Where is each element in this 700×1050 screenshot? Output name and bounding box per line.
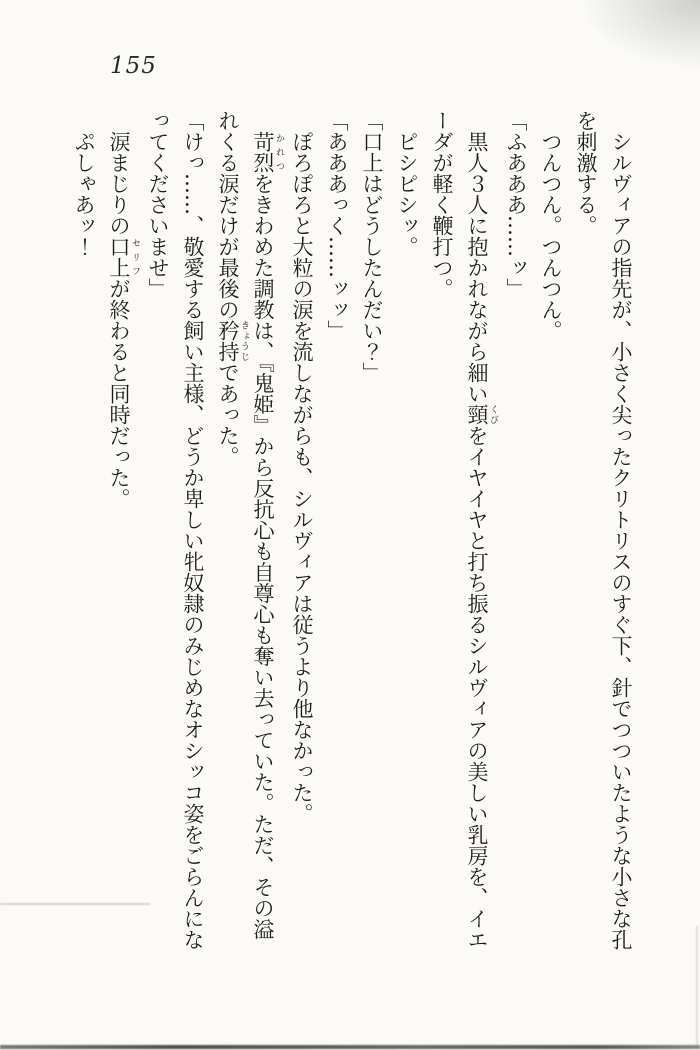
page-number: 155 bbox=[110, 53, 157, 79]
paragraph: 「あああっく……ッッ」 bbox=[325, 110, 349, 341]
paragraph: ぷしゃあッ！ bbox=[72, 131, 96, 257]
ruby-annotated-word: 苛烈 かれつ bbox=[251, 131, 284, 173]
furigana: きょうじ bbox=[239, 320, 249, 362]
paragraph: シルヴィアの指先が、小さく尖ったクリトリスのすぐ下、針でつついたような小さな孔を刺激する。 bbox=[574, 110, 633, 950]
scan-corner-shade bbox=[580, 0, 700, 70]
scan-artifact-bottom-edge bbox=[0, 1045, 700, 1049]
furigana: くび bbox=[488, 404, 498, 425]
vertical-text-block bbox=[60, 110, 638, 952]
paragraph: 「口上はどうしたんだい？」 bbox=[360, 110, 384, 383]
paragraph: 苛烈 かれつをきわめた調教は、『鬼姫』から反抗心も自尊心も奪い去っていた。ただ、その溢れくる涙だけが最後の矜持 きょうじであった。 bbox=[216, 110, 284, 940]
furigana: セリフ bbox=[130, 236, 140, 278]
scan-artifact-right bbox=[696, 926, 698, 1046]
paragraph: 「ふあああ……ッ」 bbox=[504, 110, 528, 299]
ruby-annotated-word: 口上 セリフ bbox=[107, 236, 140, 278]
paragraph: ピシピシッ。 bbox=[395, 131, 419, 257]
paragraph: つんつん。つんつん。 bbox=[539, 131, 563, 341]
paragraph: 黒人３人に抱かれながら細い頸 くびをイヤイヤと打ち振るシルヴィアの美しい乳房を、イエーダが軽く鞭打つ。 bbox=[430, 110, 498, 950]
paragraph: 「けっ……、敬愛する飼い主様、どうか卑しい牝奴隷のみじめなオシッコ姿をごらんになってくださいませ」 bbox=[146, 110, 205, 950]
paragraph: ぽろぽろと大粒の涙を流しながらも、シルヴィアは従うより他なかった。 bbox=[290, 131, 314, 824]
ruby-annotated-word: 矜持 きょうじ bbox=[216, 320, 249, 362]
furigana: かれつ bbox=[274, 131, 284, 173]
ruby-annotated-word: 頸 くび bbox=[465, 404, 498, 425]
paragraph: 涙まじりの口上 セリフが終わると同時だった。 bbox=[107, 131, 140, 509]
